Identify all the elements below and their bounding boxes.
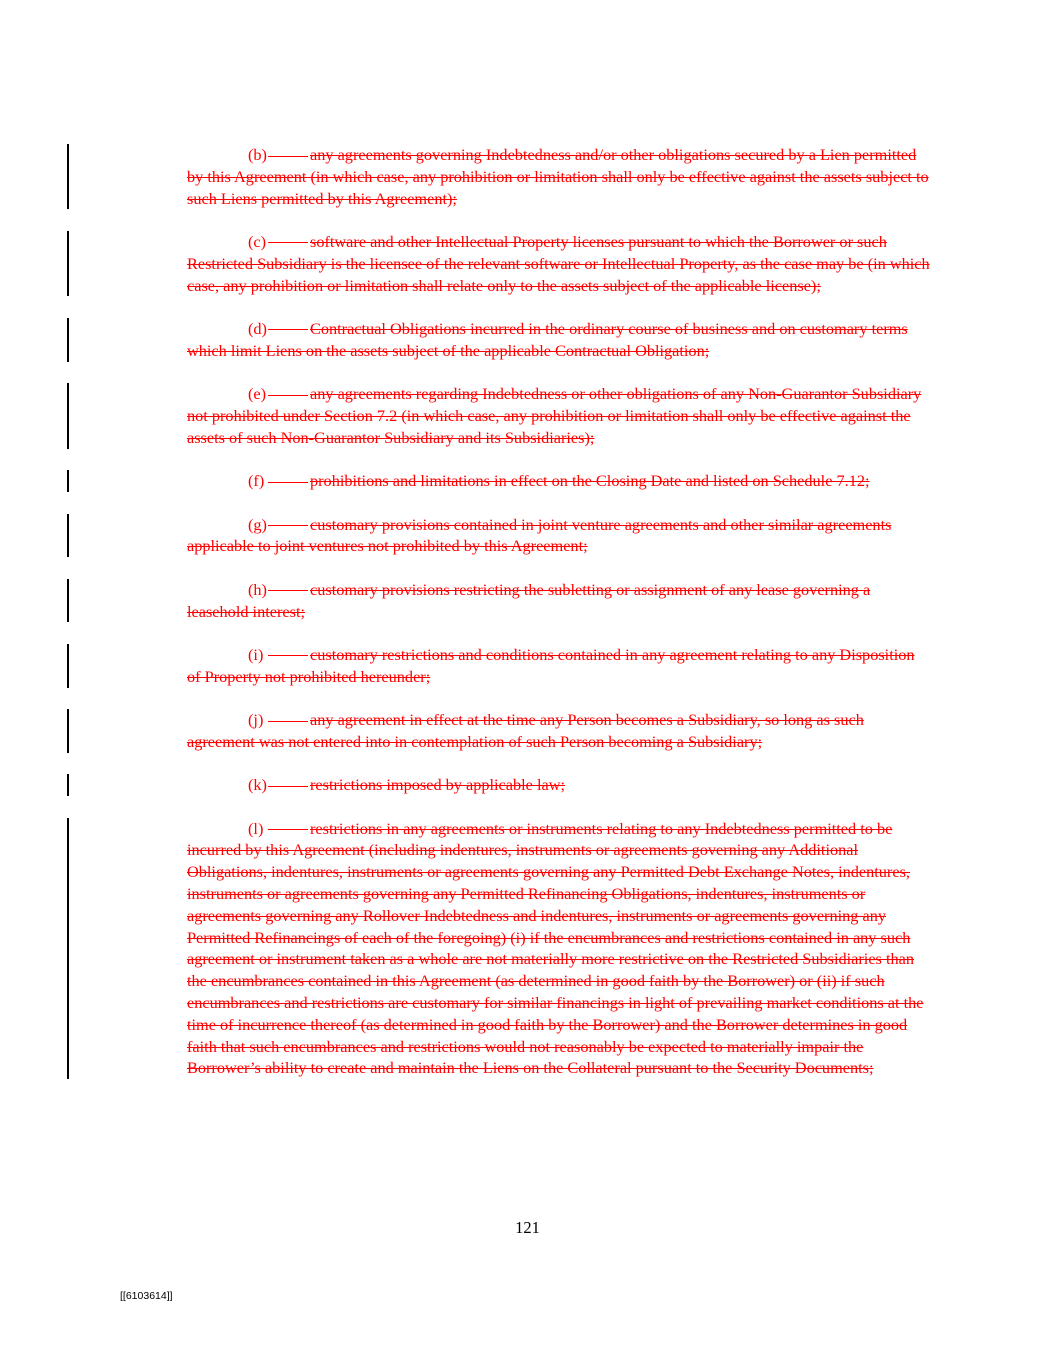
clause-b [187, 144, 932, 209]
change-bar [67, 644, 69, 688]
clause-list [187, 144, 932, 1101]
clause-l [187, 818, 932, 1080]
clause-label: (c) [248, 231, 310, 253]
change-bar [67, 514, 69, 558]
clause-label: (d) [248, 318, 310, 340]
clause-text: restrictions imposed by applicable law; [310, 775, 566, 795]
clause-label: (b) [248, 144, 310, 166]
clause-text: customary provisions contained in joint venture agreements and other similar agreements applicable to joint ventures not prohibited by this Agreement; [187, 514, 892, 556]
clause-text: any agreements governing Indebtedness and/or other obligations secured by a Lien permitted by this Agreement (in which case, any prohibition or limitation shall only be effective against the assets subject to such Liens permitted by this Agreement); [187, 145, 929, 208]
clause-f [187, 470, 932, 492]
clause-label: (e) [248, 383, 310, 405]
clause-label: (j) [248, 709, 310, 731]
change-bar [67, 144, 69, 209]
change-bar [67, 774, 69, 796]
clause-label: (h) [248, 579, 310, 601]
clause-g [187, 514, 932, 558]
change-bar [67, 818, 69, 1080]
clause-text: Contractual Obligations incurred in the ordinary course of business and on customary terms which limit Liens on the assets subject of the applicable Contractual Obligation; [187, 318, 908, 360]
clause-i [187, 644, 932, 688]
clause-label: (k) [248, 774, 310, 796]
clause-k [187, 774, 932, 796]
clause-label: (l) [248, 818, 310, 840]
clause-d [187, 318, 932, 362]
clause-label: (g) [248, 514, 310, 536]
page-number: 121 [515, 1218, 540, 1237]
clause-text: software and other Intellectual Property licenses pursuant to which the Borrower or such Restricted Subsidiary is the licensee of the relevant software or Intellectual Property, as the case may be (in which case, any prohibition or limitation shall relate only to the assets subject of the applicable license); [187, 231, 930, 295]
change-bar [67, 231, 69, 296]
change-bar [67, 383, 69, 448]
document-id: [[6103614]] [120, 1290, 173, 1302]
clause-j [187, 709, 932, 753]
clause-c [187, 231, 932, 296]
clause-text: customary restrictions and conditions contained in any agreement relating to any Disposition of Property not prohibited hereunder; [187, 644, 915, 686]
change-bar [67, 709, 69, 753]
clause-h [187, 579, 932, 623]
clause-text: restrictions in any agreements or instruments relating to any Indebtedness permitted to be incurred by this Agreement (including indentures, instruments or agreements governing any Additional Obligations, indentures, instruments or agreements governing any Permitted Debt Exchange Notes, indentures, instruments or agreements governing any Permitted Refinancing Obligations, indentures, instruments or agreements governing any Rollover Indebtedness and indentures, instruments or agreements governing any Permitted Refinancings of each of the foregoing) (i) if the encumbrances and restrictions contained in any such agreement or instrument taken as a whole are not materially more restrictive on the Restricted Subsidiaries than the encumbrances contained in this Agreement (as determined in good faith by the Borrower) or (ii) if such encumbrances and restrictions are customary for similar financings in light of prevailing market conditions at the time of incurrence thereof (as determined in good faith by the Borrower) and the Borrower determines in good faith that such encumbrances and restrictions would not reasonably be expected to materially impair the Borrower’s ability to create and maintain the Liens on the Collateral pursuant to the Security Documents; [187, 818, 924, 1078]
clause-text: customary provisions restricting the subletting or assignment of any lease governing a leasehold interest; [187, 579, 871, 621]
change-bar [67, 318, 69, 362]
clause-label: (i) [248, 644, 310, 666]
change-bar [67, 470, 69, 492]
clause-label: (f) [248, 470, 310, 492]
clause-text: prohibitions and limitations in effect on the Closing Date and listed on Schedule 7.12; [310, 471, 870, 491]
clause-text: any agreement in effect at the time any Person becomes a Subsidiary, so long as such agreement was not entered into in contemplation of such Person becoming a Subsidiary; [187, 710, 864, 751]
change-bar [67, 579, 69, 623]
clause-text: any agreements regarding Indebtedness or other obligations of any Non-Guarantor Subsidiary not prohibited under Section 7.2 (in which case, any prohibition or limitation shall only be effective against the assets of such Non-Guarantor Subsidiary and its Subsidiaries); [187, 384, 922, 447]
clause-e [187, 383, 932, 448]
